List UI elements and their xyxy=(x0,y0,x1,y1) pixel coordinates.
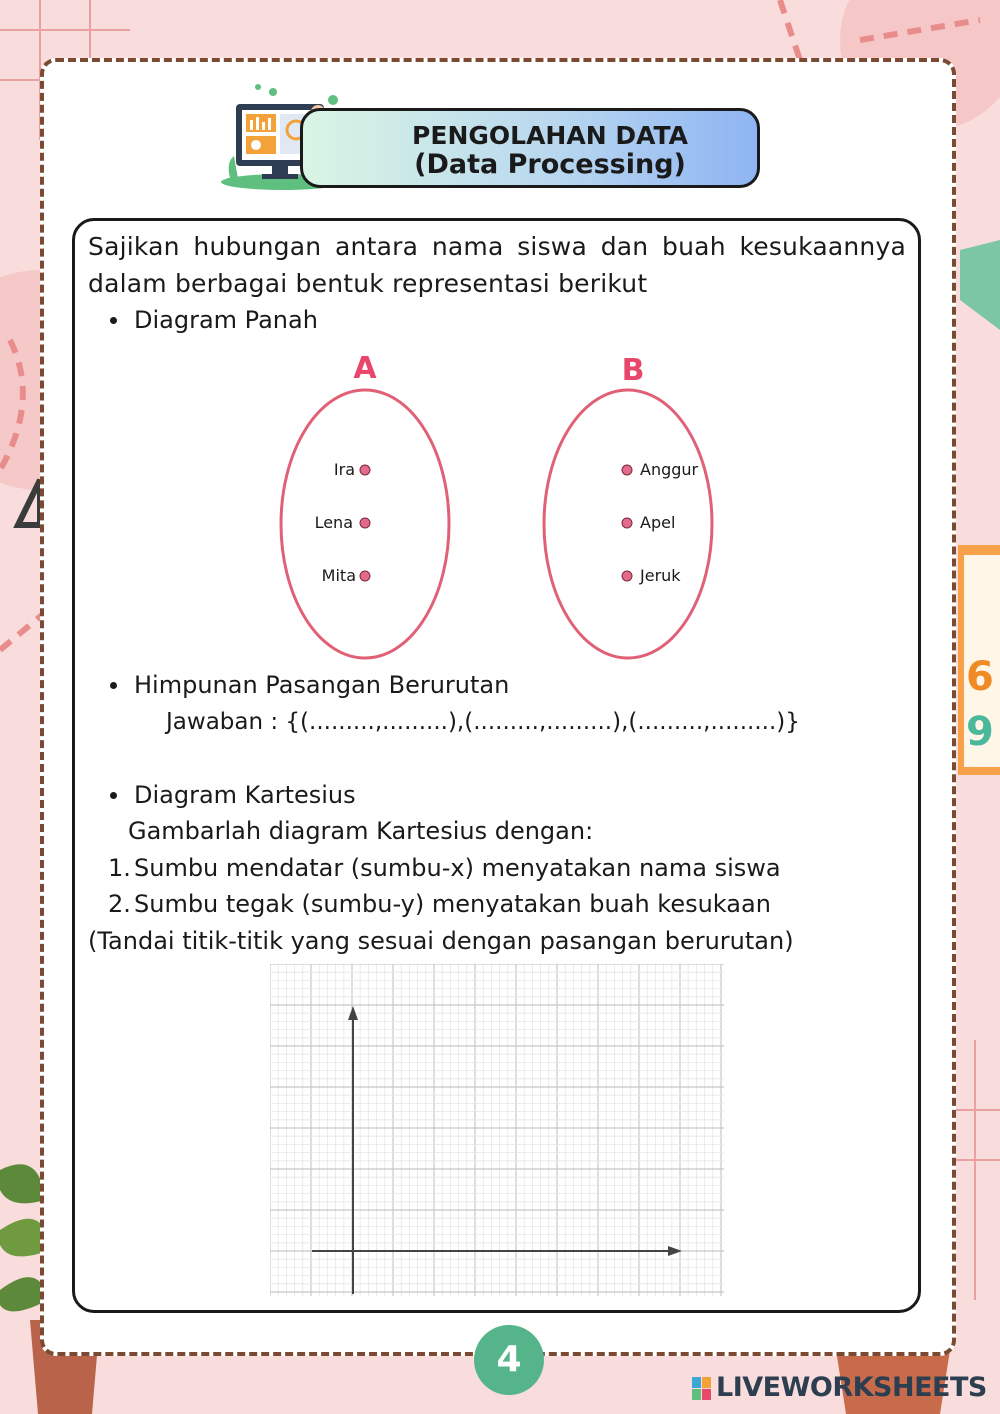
cartesian-grid[interactable] xyxy=(270,964,724,1296)
svg-text:6: 6 xyxy=(966,654,994,700)
step-text: Sumbu tegak (sumbu-y) menyatakan buah kesukaan xyxy=(134,890,771,918)
bullet-dot xyxy=(110,792,117,799)
brand-name: LIVEWORKSHEETS xyxy=(716,1372,987,1403)
set-b-point xyxy=(622,571,632,581)
set-b-label: B xyxy=(621,353,645,388)
set-a-item: Lena xyxy=(314,513,353,532)
section-label-cartesian: Diagram Kartesius xyxy=(134,781,356,809)
arrow-diagram xyxy=(270,350,730,670)
set-a-label: A xyxy=(353,351,377,386)
set-a-point xyxy=(360,571,370,581)
set-a-item: Mita xyxy=(321,566,356,585)
set-a-point xyxy=(360,465,370,475)
set-a-point xyxy=(360,518,370,528)
header-banner xyxy=(300,108,760,188)
cartesian-instruction: Gambarlah diagram Kartesius dengan: xyxy=(128,817,594,845)
liveworksheets-logo-icon xyxy=(692,1377,712,1401)
section-label-ordered-pairs: Himpunan Pasangan Berurutan xyxy=(134,671,510,699)
bullet-dot xyxy=(110,682,117,689)
page-subtitle: (Data Processing) xyxy=(414,149,686,180)
svg-text:9: 9 xyxy=(966,709,994,755)
page-title: PENGOLAHAN DATA xyxy=(412,121,688,150)
bullet-dot xyxy=(110,317,117,324)
intro-text: Sajikan hubungan antara nama siswa dan buah kesukaannya dalam berbagai bentuk representasi berikut xyxy=(88,232,906,298)
step-number: 2. xyxy=(108,890,131,918)
set-b-point xyxy=(622,518,632,528)
ordered-pairs-answer[interactable]: Jawaban : {(.........,.........),(.........,.........),(.........,.........)} xyxy=(166,709,800,735)
step-text: Sumbu mendatar (sumbu-x) menyatakan nama siswa xyxy=(134,854,781,882)
set-b-item: Apel xyxy=(640,513,676,532)
set-a-item: Ira xyxy=(333,460,355,479)
cartesian-note: (Tandai titik-titik yang sesuai dengan pasangan berurutan) xyxy=(88,927,794,955)
step-number: 1. xyxy=(108,854,131,882)
set-b-point xyxy=(622,465,632,475)
set-b-item: Anggur xyxy=(640,460,699,479)
set-b-item: Jeruk xyxy=(640,566,681,585)
section-label-arrow-diagram: Diagram Panah xyxy=(134,306,318,334)
page-number: 4 xyxy=(474,1325,544,1395)
